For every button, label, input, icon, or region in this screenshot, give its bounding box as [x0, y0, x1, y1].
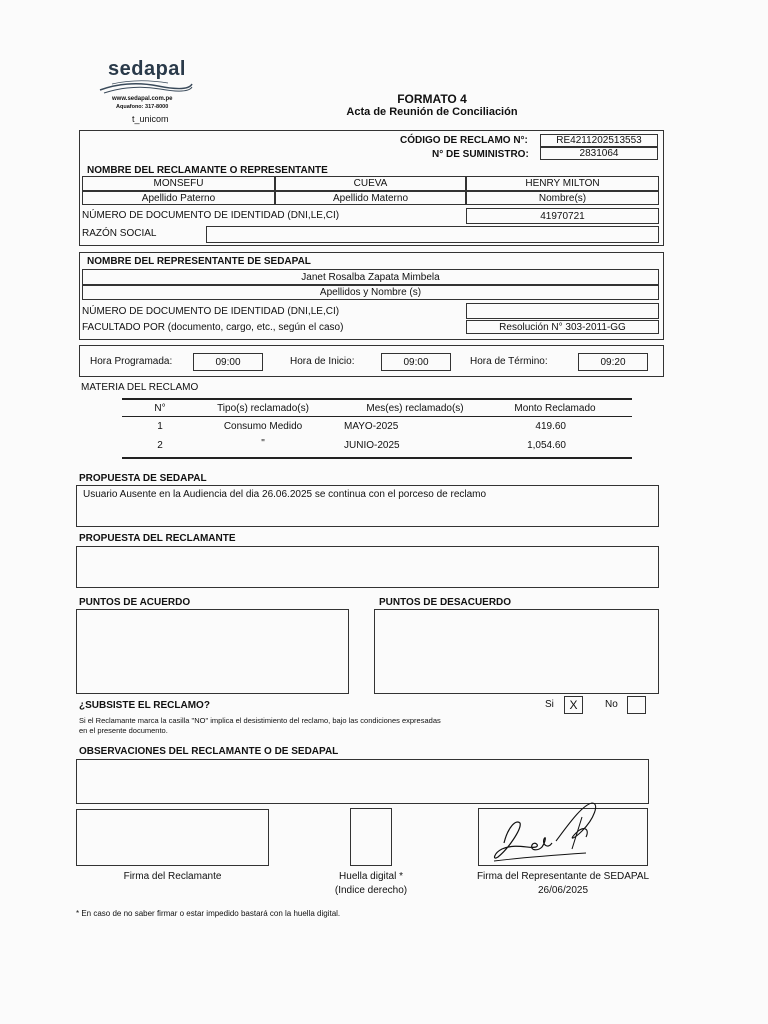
proposal-sedapal-text: Usuario Ausente en la Audiencia del dia 26.06.2025 se continua con el porceso de reclamo: [83, 489, 487, 500]
company-label: RAZÓN SOCIAL: [82, 228, 157, 239]
logo-phone: Aquafono: 317-8000: [116, 104, 169, 110]
subsists-no-checkbox[interactable]: [627, 696, 646, 714]
representative-signature-icon: [486, 797, 616, 872]
logo-brand: sedapal: [108, 58, 186, 80]
claimant-doc-label: NÚMERO DE DOCUMENTO DE IDENTIDAD (DNI,LE,CI): [82, 210, 340, 221]
matter-col-amount: Monto Reclamado: [514, 403, 596, 414]
proposal-sedapal-title: PROPUESTA DE SEDAPAL: [79, 473, 207, 484]
disagree-title: PUNTOS DE DESACUERDO: [379, 597, 512, 608]
representative-name-caption: Apellidos y Nombre (s): [82, 285, 659, 300]
agree-title: PUNTOS DE ACUERDO: [79, 597, 191, 608]
logo-url: www.sedapal.com.pe: [112, 96, 173, 102]
sedapal-logo: [98, 58, 198, 128]
claimant-signature-label: Firma del Reclamante: [123, 871, 222, 882]
matter-table-top-rule: [122, 398, 632, 400]
representative-signature-date: 26/06/2025: [537, 885, 589, 896]
subsists-title: ¿SUBSISTE EL RECLAMO?: [79, 700, 210, 711]
matter-table-bottom-rule: [122, 457, 632, 459]
company-field[interactable]: [206, 226, 659, 243]
table-row-1-amount: 419.60: [535, 421, 566, 432]
matter-col-n: N°: [154, 403, 166, 414]
claimant-paternal-field[interactable]: MONSEFU: [82, 176, 275, 191]
subsists-no-label: No: [605, 699, 618, 710]
logo-unit: t_unicom: [132, 114, 169, 124]
logo-wave-icon: [98, 80, 194, 94]
scheduled-time-label: Hora Programada:: [90, 356, 173, 367]
matter-section-title: MATERIA DEL RECLAMO: [81, 382, 199, 393]
table-row-2-month: JUNIO-2025: [344, 440, 400, 451]
subsists-note-line1: Si el Reclamante marca la casilla "NO" implica el desistimiento del reclamo, bajo las condiciones expresadas: [79, 716, 441, 725]
claimant-names-caption: Nombre(s): [466, 191, 659, 205]
table-row-1-n: 1: [157, 421, 163, 432]
table-row-2-n: 2: [157, 440, 163, 451]
claimant-names-field[interactable]: HENRY MILTON: [466, 176, 659, 191]
representative-signature-label: Firma del Representante de SEDAPAL: [476, 871, 650, 882]
end-time-field[interactable]: 09:20: [578, 353, 648, 371]
proposal-claimant-title: PROPUESTA DEL RECLAMANTE: [79, 533, 236, 544]
end-time-label: Hora de Término:: [470, 356, 548, 367]
observations-title: OBSERVACIONES DEL RECLAMANTE O DE SEDAPAL: [79, 746, 339, 757]
table-row-2-type: ": [261, 438, 265, 449]
subsists-note-line2: en el presente documento.: [79, 726, 168, 735]
authority-label: FACULTADO POR (documento, cargo, etc., según el caso): [82, 322, 344, 333]
table-row-1-month: MAYO-2025: [344, 421, 399, 432]
claimant-doc-field[interactable]: 41970721: [466, 208, 659, 224]
representative-section-title: NOMBRE DEL REPRESENTANTE DE SEDAPAL: [87, 256, 311, 267]
claimant-section-title: NOMBRE DEL RECLAMANTE O REPRESENTANTE: [87, 165, 328, 176]
footnote: * En caso de no saber firmar o estar impedido bastará con la huella digital.: [76, 909, 341, 918]
subsists-yes-label: Si: [545, 699, 554, 710]
representative-name-field[interactable]: Janet Rosalba Zapata Mimbela: [82, 269, 659, 285]
scheduled-time-field[interactable]: 09:00: [193, 353, 263, 371]
claimant-maternal-caption: Apellido Materno: [275, 191, 466, 205]
form-subtitle: Acta de Reunión de Conciliación: [346, 106, 518, 118]
agree-field[interactable]: [76, 609, 349, 694]
matter-col-type: Tipo(s) reclamado(s): [217, 403, 309, 414]
claimant-paternal-caption: Apellido Paterno: [82, 191, 275, 205]
representative-doc-field[interactable]: [466, 303, 659, 319]
claimant-signature-box[interactable]: [76, 809, 269, 866]
fingerprint-label: Huella digital *: [339, 871, 403, 882]
start-time-label: Hora de Inicio:: [290, 356, 355, 367]
start-time-field[interactable]: 09:00: [381, 353, 451, 371]
matter-col-month: Mes(es) reclamado(s): [366, 403, 464, 414]
proposal-sedapal-field[interactable]: [76, 485, 659, 527]
supply-field[interactable]: 2831064: [540, 147, 658, 160]
supply-label: N° DE SUMINISTRO:: [432, 149, 529, 160]
fingerprint-sub-label: (Indice derecho): [334, 885, 408, 896]
subsists-yes-checkbox[interactable]: X: [564, 696, 583, 714]
form-title: FORMATO 4: [397, 92, 467, 106]
claim-code-label: CÓDIGO DE RECLAMO N°:: [400, 135, 528, 146]
proposal-claimant-field[interactable]: [76, 546, 659, 588]
disagree-field[interactable]: [374, 609, 659, 694]
table-row-1-type: Consumo Medido: [223, 421, 303, 432]
claimant-maternal-field[interactable]: CUEVA: [275, 176, 466, 191]
representative-doc-label: NÚMERO DE DOCUMENTO DE IDENTIDAD (DNI,LE,CI): [82, 306, 340, 317]
authority-field[interactable]: Resolución N° 303-2011-GG: [466, 320, 659, 334]
matter-header-rule: [122, 416, 632, 417]
table-row-2-amount: 1,054.60: [527, 440, 566, 451]
fingerprint-box[interactable]: [350, 808, 392, 866]
claim-code-field[interactable]: RE4211202513553: [540, 134, 658, 147]
